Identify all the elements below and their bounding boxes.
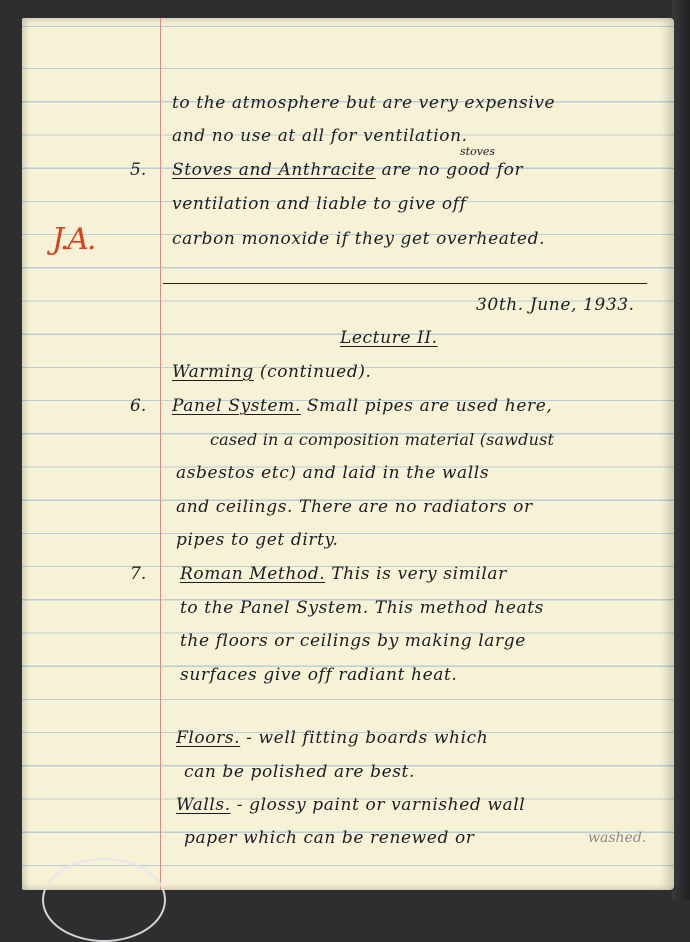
text-line: can be polished are best.: [184, 762, 415, 782]
red-initials: J.A.: [52, 222, 95, 257]
section-text: - glossy paint or varnished wall: [230, 795, 526, 815]
inserted-word: stoves: [460, 145, 496, 158]
section-heading-note: (continued).: [253, 362, 372, 382]
item-number: 6.: [130, 396, 147, 416]
text-line: [172, 396, 552, 416]
item-heading: Panel System.: [172, 396, 301, 416]
notebook-page: [22, 18, 674, 890]
item-heading: Roman Method.: [180, 564, 326, 584]
text-line: [172, 362, 372, 382]
text-line: and ceilings. There are no radiators or: [176, 497, 533, 517]
item-text: are no good for: [375, 160, 524, 180]
text-line: to the atmosphere but are very expensive: [172, 93, 556, 113]
section-heading: Floors.: [176, 728, 241, 748]
notebook-cover-edge: [672, 0, 690, 900]
section-heading: Warming: [172, 362, 254, 382]
text-line: [176, 728, 488, 748]
text-line: to the Panel System. This method heats: [180, 598, 545, 618]
section-text: - well fitting boards which: [240, 728, 489, 748]
text-line: the floors or ceilings by making large: [180, 631, 526, 651]
text-line: carbon monoxide if they get overheated.: [172, 229, 546, 249]
pencil-annotation: washed.: [588, 830, 647, 846]
text-line: surfaces give off radiant heat.: [180, 665, 458, 685]
text-line: asbestos etc) and laid in the walls: [176, 463, 490, 483]
text-line: pipes to get dirty.: [176, 530, 339, 550]
lecture-title-text: Lecture II.: [340, 328, 438, 348]
margin-line: [160, 18, 161, 890]
section-heading: Walls.: [176, 795, 231, 815]
text-line: ventilation and liable to give off: [172, 194, 467, 214]
text-line: [172, 160, 523, 180]
text-line: and no use at all for ventilation.: [172, 126, 468, 146]
item-number: 7.: [130, 564, 147, 584]
binder-ring: [42, 858, 166, 942]
lecture-title: [340, 328, 438, 348]
item-number: 5.: [130, 160, 147, 180]
item-heading: Stoves and Anthracite: [172, 160, 376, 180]
text-line: [176, 795, 525, 815]
item-text: Small pipes are used here,: [300, 396, 553, 416]
text-line: [180, 564, 507, 584]
item-text: This is very similar: [325, 564, 507, 584]
text-line: paper which can be renewed or: [184, 828, 475, 848]
text-line: cased in a composition material (sawdust: [210, 430, 555, 449]
section-divider: [163, 283, 647, 284]
lecture-date: 30th. June, 1933.: [476, 295, 635, 315]
